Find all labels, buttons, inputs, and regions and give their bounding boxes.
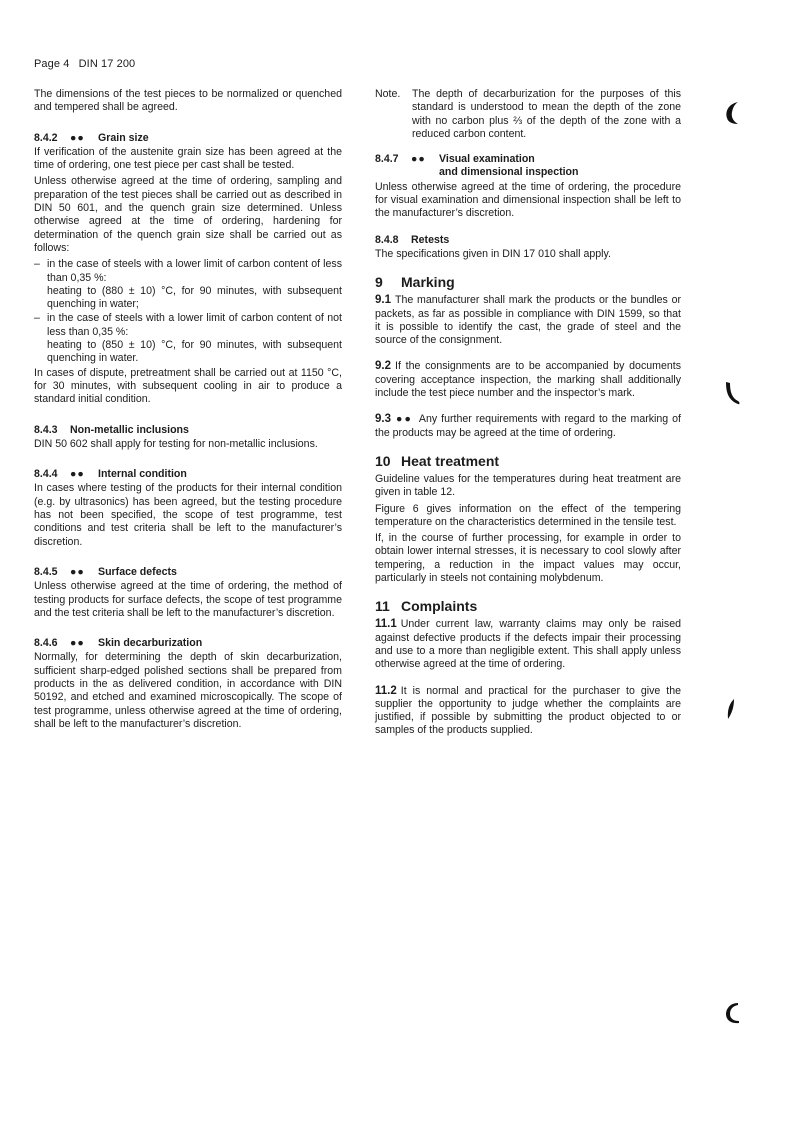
list-item: – in the case of steels with a lower limit of carbon content of not less than 0,35 %: heating to (850 ± 10) °C, for 90 minutes, with subsequent quenching in water. (34, 312, 342, 365)
heading-8-4-2: 8.4.2 ●● Grain size (34, 131, 149, 144)
paragraph: Unless otherwise agreed at the time of ordering, the method of testing products for surface defects, the scope of test programme and the test criteria shall be left to the manufacturer’s discretion. (34, 580, 342, 619)
paragraph: If, in the course of further processing, for example in order to obtain lower internal stresses, it is necessary to cool slowly after tempering, a reduction in the impact values may occur, particularly in steels not containing molybdenum. (375, 532, 681, 585)
symbol-dots: ●● (70, 468, 85, 481)
standard-id: DIN 17 200 (78, 58, 136, 70)
symbol-dots: ●● (70, 565, 85, 578)
heading-8-4-4: 8.4.4 ●● Internal condition (34, 468, 187, 481)
paragraph: 9.1 The manufacturer shall mark the products or the bundles or packets, as far as possible in compliance with DIN 1599, so that it is possible to identify the cast, the grade of steel and the source of the consignment. (375, 294, 681, 347)
page-header (34, 58, 135, 71)
paragraph: DIN 50 602 shall apply for testing for non-metallic inclusions. (34, 437, 318, 450)
symbol-dots: ●● (395, 413, 413, 426)
margin-mark-icon (722, 380, 744, 406)
heading-8-4-5: 8.4.5 ●● Surface defects (34, 565, 177, 578)
margin-mark-icon (722, 100, 744, 126)
paragraph: 11.1 Under current law, warranty claims may only be raised against defective products if the defects impair their processing and use to a more than negligible extent. This shall apply unless otherwise agreed at the time of ordering. (375, 618, 681, 671)
note (375, 88, 681, 141)
paragraph: The specifications given in DIN 17 010 shall apply. (375, 247, 611, 260)
page-number: Page 4 (34, 58, 70, 70)
paragraph: Unless otherwise agreed at the time of ordering, the procedure for visual examination and dimensional inspection shall be left to the manufacturer’s discretion. (375, 180, 681, 220)
paragraph: If verification of the austenite grain size has been agreed at the time of ordering, one test piece per cast shall be tested. (34, 145, 342, 172)
heading-11-complaints: 11 Complaints (375, 598, 478, 615)
margin-mark-icon (721, 1000, 743, 1026)
note-label: Note. (375, 88, 401, 100)
paragraph: In cases where testing of the products for their internal condition (e.g. by ultrasonics) has been agreed, but the testing procedure has not been specified, the scope of test programme, test conditions and test criteria shall be left to the manufacturer’s discretion. (34, 482, 342, 548)
right-column (375, 88, 681, 741)
heading-8-4-3: 8.4.3 Non-metallic inclusions (34, 423, 189, 436)
heading-8-4-6: 8.4.6 ●● Skin decarburization (34, 637, 203, 650)
paragraph: 9.3 ●● Any further requirements with regard to the marking of the products may be agreed at the time of ordering. (375, 413, 681, 439)
list-item: – in the case of steels with a lower limit of carbon content of less than 0,35 %: heating to (880 ± 10) °C, for 90 minutes, with subsequent quenching in water; (34, 258, 342, 311)
margin-mark-icon (722, 697, 738, 723)
symbol-dots: ●● (70, 131, 85, 144)
heading-8-4-7: 8.4.7 ●● Visual examination and dimensional inspection (375, 153, 579, 179)
paragraph: Guideline values for the temperatures during heat treatment are given in table 12. (375, 472, 681, 499)
left-column (34, 88, 342, 734)
paragraph: Normally, for determining the depth of skin decarburization, sufficient sharp-edged polished sections shall be prepared from products in the as delivered condition, in accordance with DIN 50192, and etched and examined microscopically. The scope of test programme, unless otherwise agreed at the time of ordering, shall be left to the manufacturer’s discretion. (34, 651, 342, 730)
paragraph: Figure 6 gives information on the effect of the tempering temperature on the characteristics determined in the tensile test. (375, 502, 681, 528)
note-text: The depth of decarburization for the purposes of this standard is understood to mean the depth of the zone with no carbon plus ⅔ of the depth of the zone with a reduced carbon content. (412, 88, 681, 140)
paragraph: Unless otherwise agreed at the time of ordering, sampling and preparation of the test pieces shall be carried out as described in DIN 50 601, and the quench grain size determined. Unless otherwise agreed at the time of ordering, hardening for determination of the quench grain size shall be carried out as follows: (34, 175, 342, 254)
heading-10-heat-treatment: 10 Heat treatment (375, 452, 500, 469)
paragraph: In cases of dispute, pretreatment shall be carried out at 1150 °C, for 30 minutes, with subsequent cooling in air to produce a standard initial condition. (34, 366, 342, 406)
paragraph: 11.2 It is normal and practical for the purchaser to give the supplier the opportunity to judge whether the complaints are justified, if possible by submitting the product objected to or samples of the products supplied. (375, 684, 681, 737)
intro-paragraph: The dimensions of the test pieces to be normalized or quenched and tempered shall be agreed. (34, 88, 342, 114)
symbol-dots: ●● (411, 153, 426, 166)
paragraph: 9.2 If the consignments are to be accompanied by documents covering acceptance inspection, the marking shall additionally include the test piece number and the inspector’s mark. (375, 360, 681, 400)
symbol-dots: ●● (70, 637, 85, 650)
heading-9-marking: 9 Marking (375, 274, 455, 291)
heading-8-4-8: 8.4.8 Retests (375, 233, 450, 246)
